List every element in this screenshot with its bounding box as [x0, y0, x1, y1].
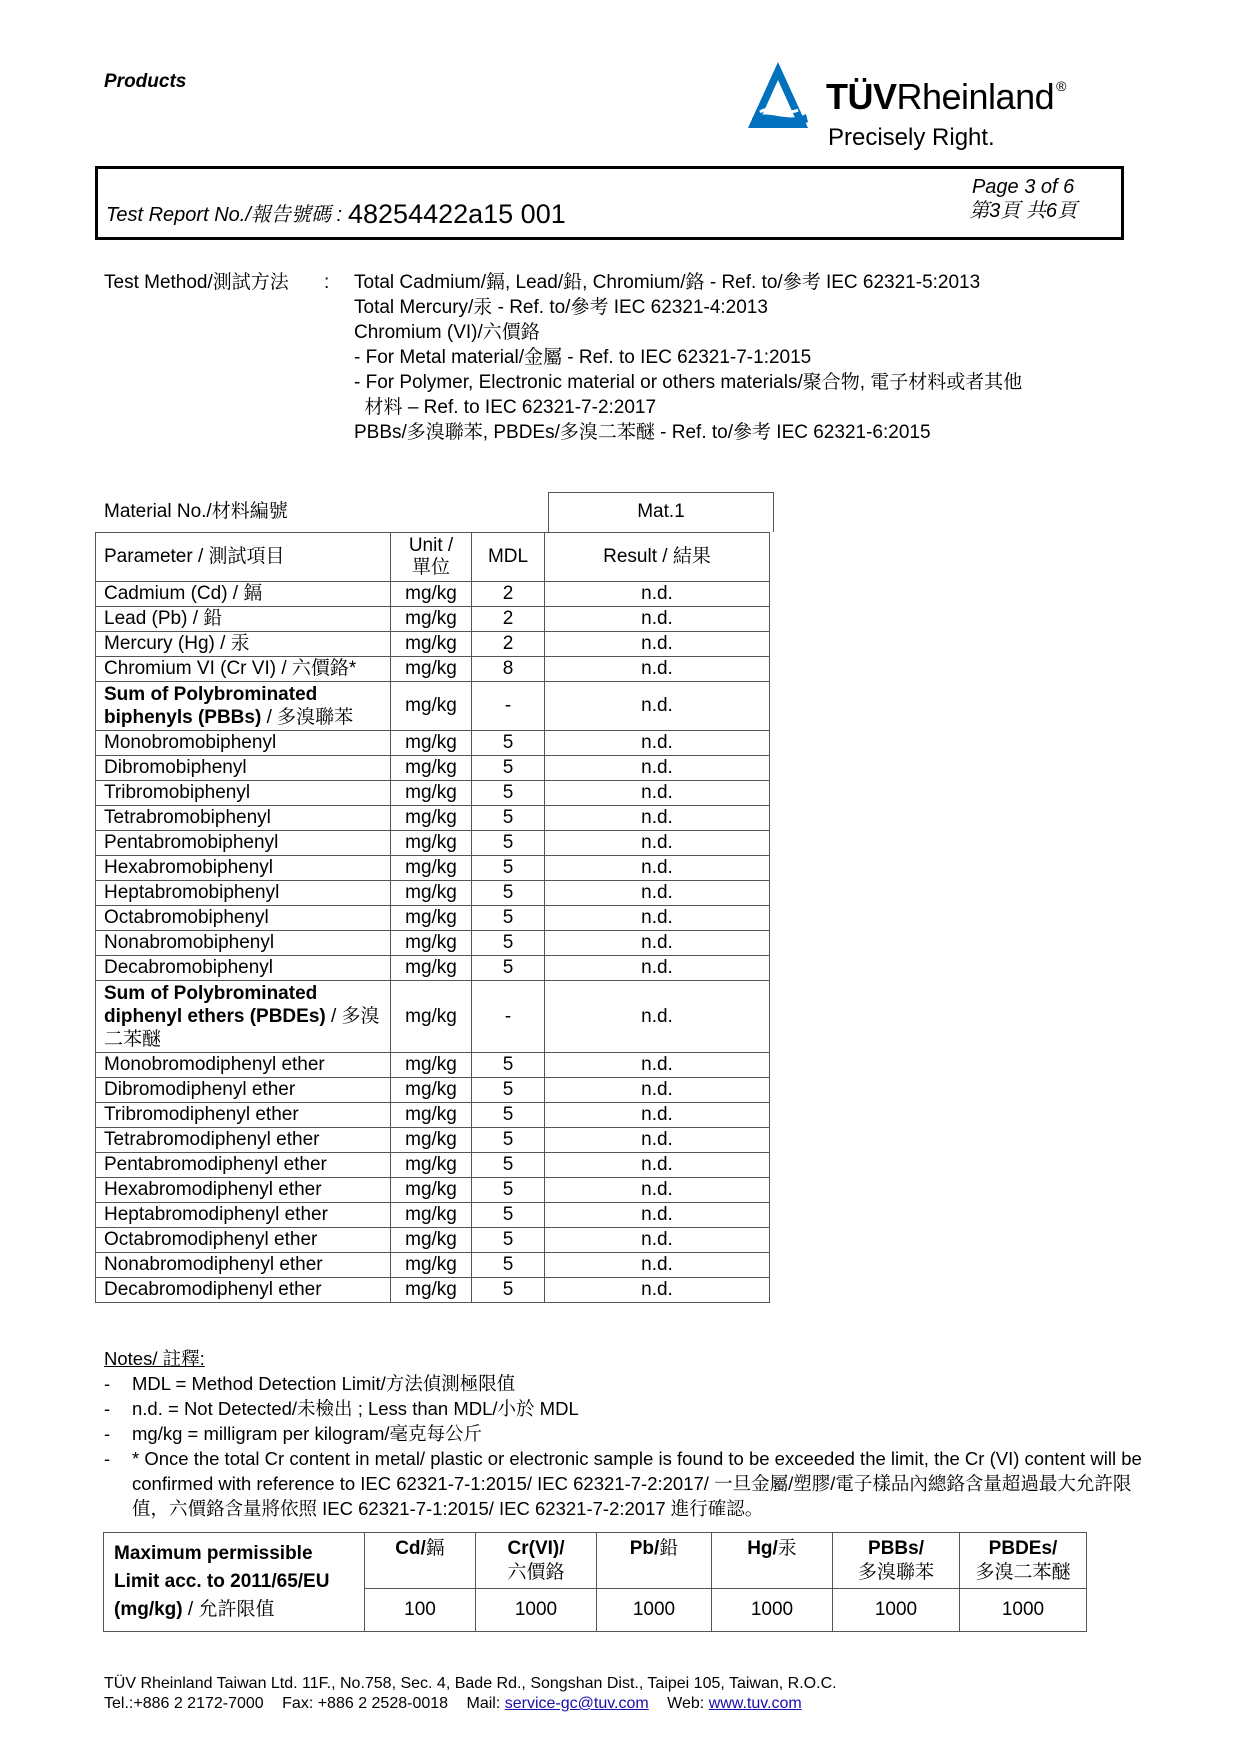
cell-mdl: 5: [472, 1128, 545, 1153]
cell-parameter: Hexabromobiphenyl: [96, 856, 391, 881]
table-row: [96, 781, 770, 806]
table-row: [96, 1078, 770, 1103]
logo-tagline: Precisely Right.: [828, 124, 995, 151]
cell-result: n.d.: [545, 607, 770, 632]
table-row: [96, 632, 770, 657]
cell-mdl: 5: [472, 756, 545, 781]
table-row: [96, 1128, 770, 1153]
cell-mdl: 5: [472, 856, 545, 881]
cell-mdl: 5: [472, 931, 545, 956]
cell-mdl: 2: [472, 632, 545, 657]
cell-unit: mg/kg: [391, 1103, 472, 1128]
table-row: [96, 1153, 770, 1178]
table-row: [96, 682, 770, 731]
cell-result: n.d.: [545, 582, 770, 607]
cell-mdl: 5: [472, 956, 545, 981]
limit-header-crvi: Cr(VI)/ 六價鉻: [476, 1533, 597, 1589]
cell-mdl: 8: [472, 657, 545, 682]
limit-header-pb: Pb/鉛: [597, 1533, 712, 1589]
cell-unit: mg/kg: [391, 756, 472, 781]
cell-parameter: Pentabromobiphenyl: [96, 831, 391, 856]
cell-unit: mg/kg: [391, 856, 472, 881]
col-result: Result / 結果: [545, 533, 770, 582]
method-line: PBBs/多溴聯苯, PBDEs/多溴二苯醚 - Ref. to/參考 IEC 62321-6:2015: [354, 422, 931, 443]
cell-result: n.d.: [545, 632, 770, 657]
cell-unit: mg/kg: [391, 806, 472, 831]
cell-parameter: Sum of Polybrominated biphenyls (PBBs) / 多溴聯苯: [96, 682, 391, 731]
cell-mdl: 5: [472, 1153, 545, 1178]
cell-mdl: 5: [472, 1178, 545, 1203]
results-header-row: [96, 533, 770, 582]
cell-parameter: Chromium VI (Cr VI) / 六價鉻*: [96, 657, 391, 682]
cell-parameter: Tetrabromobiphenyl: [96, 806, 391, 831]
cell-unit: mg/kg: [391, 1228, 472, 1253]
notes-section: [104, 1346, 1142, 1521]
cell-result: n.d.: [545, 1253, 770, 1278]
cell-mdl: 5: [472, 831, 545, 856]
note-item: - MDL = Method Detection Limit/方法偵測極限值: [104, 1373, 516, 1394]
cell-result: n.d.: [545, 831, 770, 856]
material-id: Mat.1: [548, 492, 774, 532]
cell-unit: mg/kg: [391, 881, 472, 906]
cell-mdl: 5: [472, 1278, 545, 1303]
cell-unit: mg/kg: [391, 956, 472, 981]
report-number-row: [106, 197, 566, 228]
cell-result: n.d.: [545, 1203, 770, 1228]
cell-unit: mg/kg: [391, 1203, 472, 1228]
cell-result: n.d.: [545, 731, 770, 756]
page-indicator-en: Page 3 of 6: [971, 176, 1075, 198]
method-line: 材料 – Ref. to IEC 62321-7-2:2017: [354, 397, 657, 418]
cell-unit: mg/kg: [391, 1153, 472, 1178]
cell-mdl: 5: [472, 781, 545, 806]
method-line: - For Polymer, Electronic material or others materials/聚合物, 電子材料或者其他: [354, 372, 1023, 393]
cell-mdl: 5: [472, 1228, 545, 1253]
cell-result: n.d.: [545, 1078, 770, 1103]
cell-unit: mg/kg: [391, 682, 472, 731]
cell-unit: mg/kg: [391, 1128, 472, 1153]
limits-table: [103, 1532, 1087, 1632]
cell-unit: mg/kg: [391, 781, 472, 806]
cell-result: n.d.: [545, 1053, 770, 1078]
footer-mail-link[interactable]: service-gc@tuv.com: [504, 1695, 649, 1712]
cell-mdl: 5: [472, 1103, 545, 1128]
footer-tel: Tel.:+886 2 2172-7000: [104, 1695, 264, 1712]
table-row: [96, 1103, 770, 1128]
cell-result: n.d.: [545, 1278, 770, 1303]
cell-result: n.d.: [545, 756, 770, 781]
cell-parameter: Dibromobiphenyl: [96, 756, 391, 781]
cell-unit: mg/kg: [391, 1278, 472, 1303]
footer-mail-label: Mail:: [466, 1695, 501, 1712]
cell-unit: mg/kg: [391, 931, 472, 956]
tuv-triangle-icon: [738, 58, 818, 138]
limit-header-hg: Hg/汞: [712, 1533, 833, 1589]
table-row: [96, 906, 770, 931]
footer-contact: [104, 1694, 837, 1714]
table-row: [96, 1228, 770, 1253]
cell-result: n.d.: [545, 881, 770, 906]
limits-label: Maximum permissible Limit acc. to 2011/65/EU (mg/kg) / 允許限值: [104, 1533, 365, 1632]
cell-mdl: 5: [472, 881, 545, 906]
cell-unit: mg/kg: [391, 632, 472, 657]
cell-parameter: Heptabromodiphenyl ether: [96, 1203, 391, 1228]
cell-result: n.d.: [545, 1228, 770, 1253]
footer-address: TÜV Rheinland Taiwan Ltd. 11F., No.758, Sec. 4, Bade Rd., Songshan Dist., Taipei 105, Taiwan, R.O.C.: [104, 1675, 837, 1692]
cell-parameter: Decabromobiphenyl: [96, 956, 391, 981]
cell-result: n.d.: [545, 682, 770, 731]
page-indicator: [969, 175, 1077, 223]
cell-unit: mg/kg: [391, 657, 472, 682]
table-row: [96, 981, 770, 1053]
cell-parameter: Heptabromobiphenyl: [96, 881, 391, 906]
col-unit: Unit / 單位: [391, 533, 472, 582]
cell-result: n.d.: [545, 1128, 770, 1153]
cell-parameter: Octabromodiphenyl ether: [96, 1228, 391, 1253]
table-row: [96, 1178, 770, 1203]
cell-mdl: 5: [472, 731, 545, 756]
table-row: [96, 931, 770, 956]
table-row: [96, 831, 770, 856]
col-parameter: Parameter / 測試項目: [96, 533, 391, 582]
cell-result: n.d.: [545, 806, 770, 831]
cell-mdl: -: [472, 981, 545, 1053]
footer: [104, 1674, 837, 1714]
test-method-label: Test Method/測試方法: [104, 272, 289, 293]
note-item: - mg/kg = milligram per kilogram/毫克每公斤: [104, 1423, 483, 1444]
cell-unit: mg/kg: [391, 582, 472, 607]
cell-parameter: Nonabromodiphenyl ether: [96, 1253, 391, 1278]
cell-unit: mg/kg: [391, 1253, 472, 1278]
footer-web-link[interactable]: www.tuv.com: [708, 1695, 802, 1712]
footer-web-label: Web:: [667, 1695, 705, 1712]
cell-parameter: Cadmium (Cd) / 鎘: [96, 582, 391, 607]
report-number-label: Test Report No./報告號碼 :: [106, 204, 342, 226]
table-row: [96, 1253, 770, 1278]
test-method-lines: [354, 270, 1022, 445]
table-row: [96, 731, 770, 756]
limit-value-pb: 1000: [597, 1589, 712, 1632]
table-row: [96, 956, 770, 981]
limit-value-hg: 1000: [712, 1589, 833, 1632]
cell-parameter: Monobromobiphenyl: [96, 731, 391, 756]
limit-value-pbdes: 1000: [960, 1589, 1087, 1632]
cell-parameter: Monobromodiphenyl ether: [96, 1053, 391, 1078]
section-label: Products: [104, 71, 187, 92]
cell-mdl: 5: [472, 1078, 545, 1103]
cell-result: n.d.: [545, 1103, 770, 1128]
note-item: - * Once the total Cr content in metal/ plastic or electronic sample is found to be exceeded the limit, the Cr (VI) content will be confirmed with reference to IEC 62321-7-1:2015/ IEC 62321-7-2:2017/ 一旦金屬/塑膠/電子樣品內總鉻含量超過最大允許限值，六價鉻含量將依照 IEC 62321-7-1:2015/ IEC 62321-7-2:2017 進行確認。: [104, 1448, 1142, 1519]
cell-parameter: Decabromodiphenyl ether: [96, 1278, 391, 1303]
cell-result: n.d.: [545, 781, 770, 806]
footer-fax: Fax: +886 2 2528-0018: [282, 1695, 449, 1712]
col-mdl: MDL: [472, 533, 545, 582]
method-line: Chromium (VI)/六價鉻: [354, 322, 540, 343]
cell-parameter: Mercury (Hg) / 汞: [96, 632, 391, 657]
limit-value-cd: 100: [365, 1589, 476, 1632]
limit-header-pbbs: PBBs/ 多溴聯苯: [833, 1533, 960, 1589]
cell-result: n.d.: [545, 1153, 770, 1178]
cell-parameter: Sum of Polybrominated diphenyl ethers (PBDEs) / 多溴二苯醚: [96, 981, 391, 1053]
cell-parameter: Hexabromodiphenyl ether: [96, 1178, 391, 1203]
table-row: [96, 657, 770, 682]
cell-parameter: Tribromobiphenyl: [96, 781, 391, 806]
limit-header-pbdes: PBDEs/ 多溴二苯醚: [960, 1533, 1087, 1589]
table-row: [96, 806, 770, 831]
cell-mdl: 5: [472, 906, 545, 931]
table-row: [96, 881, 770, 906]
cell-mdl: 5: [472, 1203, 545, 1228]
method-line: - For Metal material/金屬 - Ref. to IEC 62321-7-1:2015: [354, 347, 812, 368]
cell-mdl: 5: [472, 1053, 545, 1078]
cell-result: n.d.: [545, 1178, 770, 1203]
cell-result: n.d.: [545, 981, 770, 1053]
cell-result: n.d.: [545, 906, 770, 931]
cell-parameter: Tribromodiphenyl ether: [96, 1103, 391, 1128]
cell-unit: mg/kg: [391, 981, 472, 1053]
report-header-box: [95, 166, 1124, 240]
cell-parameter: Lead (Pb) / 鉛: [96, 607, 391, 632]
cell-unit: mg/kg: [391, 1053, 472, 1078]
cell-mdl: -: [472, 682, 545, 731]
table-row: [96, 1203, 770, 1228]
cell-parameter: Octabromobiphenyl: [96, 906, 391, 931]
table-row: [96, 607, 770, 632]
table-row: [96, 1278, 770, 1303]
cell-unit: mg/kg: [391, 906, 472, 931]
cell-mdl: 2: [472, 607, 545, 632]
cell-result: n.d.: [545, 657, 770, 682]
cell-unit: mg/kg: [391, 1078, 472, 1103]
cell-result: n.d.: [545, 856, 770, 881]
cell-unit: mg/kg: [391, 731, 472, 756]
test-method-colon: :: [324, 272, 330, 293]
table-row: [96, 856, 770, 881]
table-row: [96, 756, 770, 781]
cell-parameter: Nonabromobiphenyl: [96, 931, 391, 956]
method-line: Total Cadmium/鎘, Lead/鉛, Chromium/鉻 - Ref. to/參考 IEC 62321-5:2013: [354, 272, 981, 293]
cell-mdl: 5: [472, 1253, 545, 1278]
cell-mdl: 5: [472, 806, 545, 831]
logo-wordmark: TÜVRheinland ®: [826, 76, 1066, 117]
cell-unit: mg/kg: [391, 607, 472, 632]
cell-unit: mg/kg: [391, 1178, 472, 1203]
report-number: 48254422a15 001: [348, 199, 566, 229]
limit-value-pbbs: 1000: [833, 1589, 960, 1632]
page-indicator-cn: 第3頁 共6頁: [969, 200, 1077, 222]
results-table: [95, 532, 770, 1303]
cell-parameter: Tetrabromodiphenyl ether: [96, 1128, 391, 1153]
table-row: [96, 1053, 770, 1078]
cell-parameter: Pentabromodiphenyl ether: [96, 1153, 391, 1178]
material-number-label: Material No./材料編號: [104, 501, 288, 522]
cell-result: n.d.: [545, 931, 770, 956]
tuv-logo: [738, 56, 1098, 156]
notes-title: Notes/ 註釋:: [104, 1348, 205, 1369]
cell-unit: mg/kg: [391, 831, 472, 856]
note-item: - n.d. = Not Detected/未檢出 ; Less than MDL/小於 MDL: [104, 1398, 579, 1419]
cell-mdl: 2: [472, 582, 545, 607]
table-row: [96, 582, 770, 607]
cell-parameter: Dibromodiphenyl ether: [96, 1078, 391, 1103]
limit-header-cd: Cd/鎘: [365, 1533, 476, 1589]
limit-value-crvi: 1000: [476, 1589, 597, 1632]
cell-result: n.d.: [545, 956, 770, 981]
method-line: Total Mercury/汞 - Ref. to/參考 IEC 62321-4:2013: [354, 297, 768, 318]
